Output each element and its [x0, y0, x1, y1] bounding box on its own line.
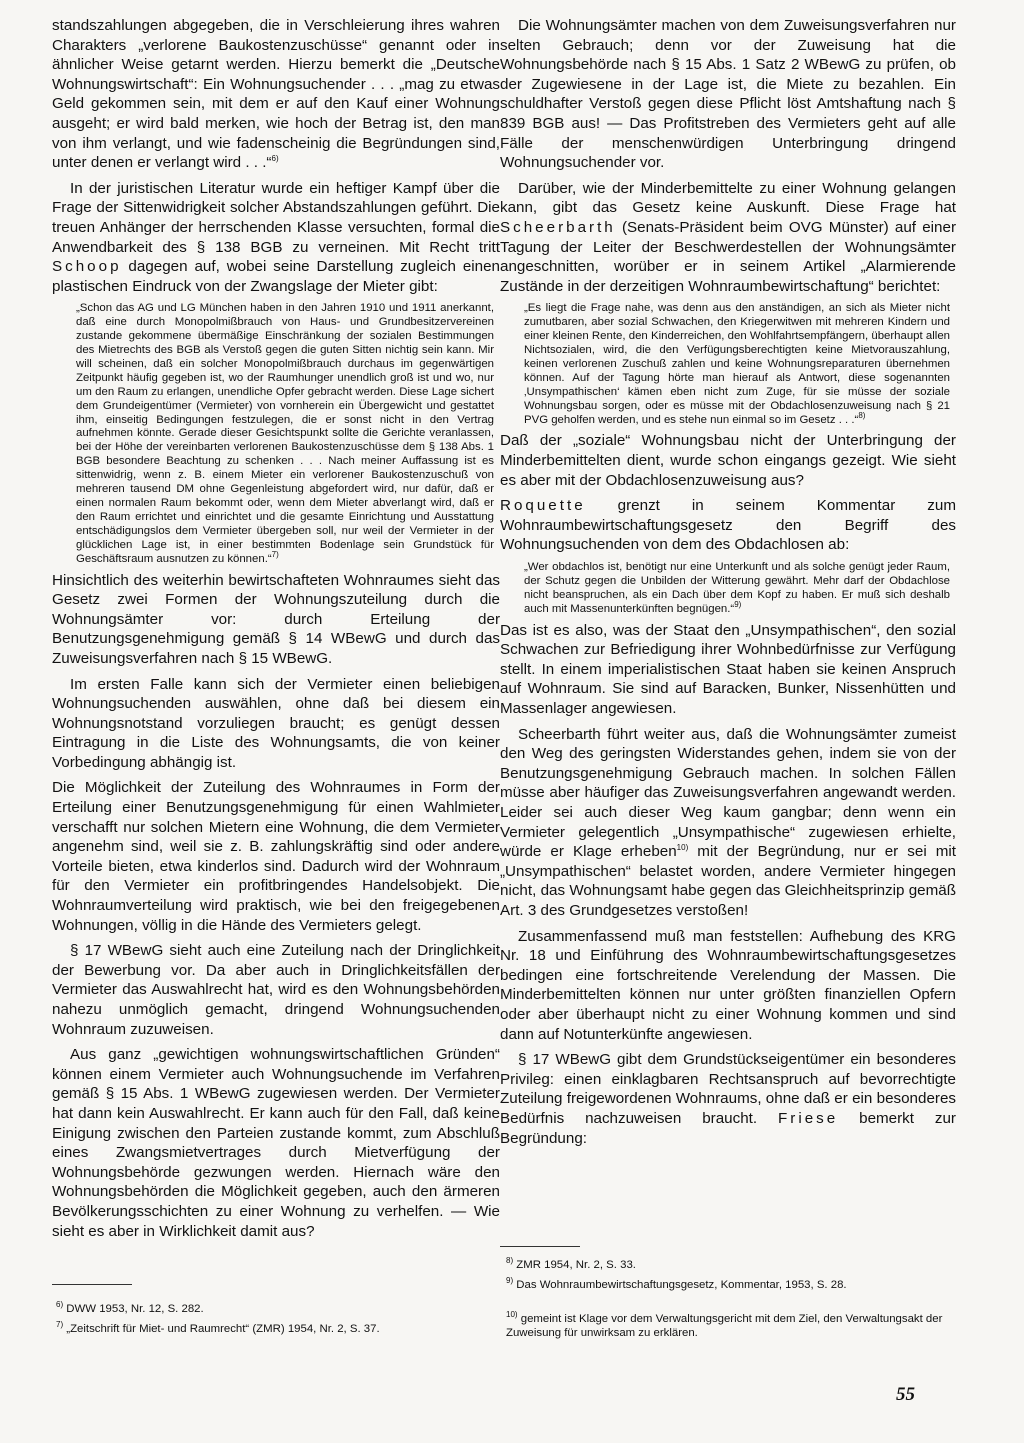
footnote: $^{10)}$ gemeint ist Klage vor dem Verwaltungsgericht mit dem Ziel, den Verwaltungsakt der Zuweisung für unwirksam zu erklären.	[506, 1310, 943, 1339]
footnote-ref: 6)	[271, 154, 279, 164]
paragraph: § 17 WBewG sieht auch eine Zuteilung nach der Dringlichkeit der Bewerbung vor. Da aber auch in Dringlichkeitsfällen der Vermieter das Auswahlrecht hat, wird es den Wohnungsbehörden nahezu unmöglich gemacht, dringend Wohnungsuchenden Wohnraum zuzuweisen.	[52, 942, 500, 1038]
paragraph: Daß der „soziale“ Wohnungsbau nicht der Unterbringung der Minderbemittelten dient, wurde schon eingangs gezeigt. Wie sieht es aber mit der Obdachlosenzuweisung aus?	[500, 432, 956, 489]
footnote-ref: 9)	[734, 599, 742, 609]
paragraph: Die Möglichkeit der Zuteilung des Wohnraumes in Form der Erteilung einer Benutzungsgenehmigung für einen Wahlmieter verschafft nur solchen Mietern eine Wohnung, die dem Vermieter angenehm sind, weil sie z. B. zahlungskräftig sind oder andere Vorteile bieten, etwa kinderlos sind. Dadurch wird der Wohnraum für den Vermieter ein profitbringendes Handelsobjekt. Die Wohnraumverteilung wird praktisch, wie bei den freigegebenen Wohnungen, völlig in die Hände des Vermieters gelegt.	[52, 779, 500, 934]
footnote-ref: 10)	[676, 843, 689, 853]
paragraph: standszahlungen abgegeben, die in Verschleierung ihres wahren Charakters „verlorene Baukostenzuschüsse“ genannt oder in ähnlicher Weise getarnt werden. Hierzu bemerkt die „Deutsche Wohnungswirtschaft“: Ein Wohnungsuchender . . . „mag zu etwas Geld gekommen sein, mit dem er auf den Kauf einer Wohnung ausgeht; er wird bald merken, wie hoch der Betrag ist, den man von ihm verlangt, und wie fadenscheinig die Begründungen sind, unter denen er verlangt wird . . .“$^{6)}$	[52, 17, 500, 172]
author-name: Scheerbarth	[500, 218, 616, 236]
paragraph: Die Wohnungsämter machen von dem Zuweisungsverfahren nur selten Gebrauch; denn vor der Zuweisung hat die Wohnungsbehörde nach § 15 Abs. 1 Satz 2 WBewG zu prüfen, ob der Zugewiesene in der Lage ist, die Miete zu bezahlen. Ein schuldhafter Verstoß gegen diese Pflicht löst Amtshaftung nach § 839 BGB aus! — Das Profitstreben des Vermieters geht auf alle Fälle der menschenwürdigen Unterbringung dringend Wohnungsuchender vor.	[500, 17, 956, 172]
paragraph: Scheerbarth führt weiter aus, daß die Wohnungsämter zumeist den Weg des geringsten Widerstandes gehen, indem sie von der Benutzungsgenehmigung Gebrauch machen. In solchen Fällen müsse aber häufiger das Zuweisungsverfahren angewandt werden. Leider sei auch dieser Weg kaum gangbar; denn wenn ein Vermieter gelegentlich „Unsympathische“ zugewiesen erhielte, würde er Klage erheben$^{10)}$ mit der Begründung, nur er sei mit „Unsympathischen“ belastet worden, andere Vermieter hingegen nicht, das Wohnungsamt habe gegen das Gleichheitsprinzip gemäß Art. 3 des Grundgesetzes verstoßen!	[500, 725, 957, 919]
author-name: Roquette	[500, 497, 586, 515]
paragraph: Zusammenfassend muß man feststellen: Aufhebung des KRG Nr. 18 und Einführung des Wohnraumbewirtschaftungsgesetzes bedingen eine fortschreitende Verelendung der Massen. Die Minderbemittelten können nur unter größten finanziellen Opfern oder aber überhaupt nicht zu einer Wohnung kommen und sind dann auf Notunterkünfte angewiesen.	[500, 927, 956, 1043]
paragraph: Aus ganz „gewichtigen wohnungswirtschaftlichen Gründen“ können einem Vermieter auch Wohnungsuchende im Verfahren gemäß § 15 Abs. 1 WBewG zugewiesen werden. Der Vermieter hat dann kein Auswahlrecht. Er kann auch für den Fall, daß keine Einigung zwischen den Parteien zustande kommt, zum Abschluß eines Zwangsmietvertrages durch Mietverfügung der Wohnungsbehörde gezwungen werden. Hiernach wäre den Wohnungsbehörden die Möglichkeit gegeben, auch den ärmeren Bevölkerungsschichten zu einer Wohnung zu verhelfen. — Wie sieht es aber in Wirklichkeit damit aus?	[52, 1046, 500, 1240]
paragraph: In der juristischen Literatur wurde ein heftiger Kampf über die Frage der Sittenwidrigkeit solcher Abstandszahlungen geführt. Die treuen Anhänger der herrschenden Klasse versuchten, formal die Anwendbarkeit des § 138 BGB zu verneinen. Mit Recht tritt Schoop dagegen auf, wobei seine Darstellung zugleich einen plastischen Eindruck von der Zwangslage der Mieter gibt:	[52, 179, 500, 295]
paragraph: Im ersten Falle kann sich der Vermieter einen beliebigen Wohnungsuchenden auswählen, ohne daß bei diesem ein Wohnungsnotstand vorzuliegen braucht; es genügt dessen Eintragung in die Liste des Wohnungsamts, die von keiner Vorbedingung abhängig ist.	[52, 675, 500, 771]
block-quote: „Es liegt die Frage nahe, was denn aus den anständigen, an sich als Mieter nicht zumutbaren, aber sozial Schwachen, den Kriegerwitwen mit mehreren Kindern und einer kleinen Rente, den Kinderreichen, den Wohlfahrtsempfängern, überhaupt allen Nichtsozialen, wird, die den Verfügungsberechtigten keine Mietvorauszahlung, keinen verlorenen Zuschuß zahlen und keine Wohnungsreparaturen übernehmen können. Auf der Tagung hörte man hierauf als Antwort, diese sogenannten ‚Unsympathischen‘ kämen eben nicht zum Zuge, für sie müsse der soziale Wohnungsbau sorgen, oder es müsse mit der Obdachlosenzuweisung nach § 21 PVG geholfen werden, und es stehe nun einmal so im Gesetz . . .“$^{8)}$	[524, 302, 950, 426]
block-quote: „Schon das AG und LG München haben in den Jahren 1910 und 1911 anerkannt, daß eine durch Monopolmißbrauch von Haus- und Grundbesitzervereinen zustande gekommene übermäßige Einschränkung der sozialen Bestimmungen des Mietrechts des BGB als Verstoß gegen die guten Sitten nichtig sein kann. Mir will scheinen, daß ein solcher Monopolmißbrauch durchaus im gegenwärtigen Zeitpunkt häufig gegeben ist, wo der Raumhunger unendlich groß ist und wo, nur um den Raum zu erlangen, unendliche Opfer gebracht werden. Diese Lage sichert dem Grundeigentümer (Vermieter) von vornherein ein Übergewicht und gestattet ihm, einseitig Bedingungen festzulegen, die er sonst nicht in den Vertrag aufnehmen könnte. Gerade dieser Gesichtspunkt sollte die Gerichte veranlassen, bei der Höhe der vereinbarten verlorenen Baukostenzuschüsse dem § 138 Abs. 1 BGB besondere Beachtung zu schenken . . . Nach meiner Auffassung ist es sittenwidrig, wenn z. B. einem Mieter ein verlorener Baukostenzuschuß von mehreren tausend DM ohne Gegenleistung abgefordert wird, nur dafür, daß er einen normalen Raum bekommt oder, wenn dem Mieter abverlangt wird, daß er den Raum errichtet und einrichtet und die gesamte Einrichtung und Ausstattung entschädigungslos dem Vermieter übergeben soll, nur weil der Vermieter in der glücklichen Lage ist, in einer bestimmten Bodenlage sein Grundstück für Geschäftsraum ausnutzen zu können.“$^{7)}$	[76, 302, 494, 565]
paragraph: Das ist es also, was der Staat den „Unsympathischen“, den sozial Schwachen zur Befriedigung ihrer Wohnbedürfnisse zur Verfügung stellt. In einem imperialistischen Staat haben sie keinen Anspruch auf Wohnraum. Sie sind auf Baracken, Bunker, Nissenhütten und Massenlager angewiesen.	[500, 621, 956, 718]
footnote-ref: 8)	[858, 410, 866, 420]
right-column	[500, 16, 956, 1148]
footnote: $^{9)}$ Das Wohnraumbewirtschaftungsgesetz, Kommentar, 1953, S. 28.	[506, 1276, 847, 1291]
block-quote: „Wer obdachlos ist, benötigt nur eine Unterkunft und als solche genügt jeder Raum, der Schutz gegen die Unbilden der Witterung gewährt. Mehr darf der Obdachlose nicht beanspruchen, als ein Dach über dem Kopf zu haben. Er muß sich deshalb auch mit Massenunterkünften begnügen.“$^{9)}$	[524, 561, 950, 615]
paragraph: Hinsichtlich des weiterhin bewirtschafteten Wohnraumes sieht das Gesetz zwei Formen der Wohnungszuteilung durch die Wohnungsämter vor: durch Erteilung der Benutzungsgenehmigung gemäß § 14 WBewG und durch das Zuweisungsverfahren nach § 15 WBewG.	[52, 571, 500, 667]
footnote: $^{6)}$ DWW 1953, Nr. 12, S. 282.	[56, 1300, 204, 1315]
paragraph: Darüber, wie der Minderbemittelte zu einer Wohnung gelangen kann, gibt das Gesetz keine Auskunft. Diese Frage hat Scheerbarth (Senats-Präsident beim OVG Münster) auf einer Tagung der Leiter der Beschwerdestellen der Wohnungsämter angeschnitten, worüber er in seinem Artikel „Alarmierende Zustände in der derzeitigen Wohnraumbewirtschaftung“ berichtet:	[500, 179, 956, 295]
author-name: Schoop	[52, 258, 122, 276]
paragraph: § 17 WBewG gibt dem Grundstückseigentümer ein besonderes Privileg: einen einklagbaren Rechtsanspruch auf bevorrechtigte Zuteilung freigewordenen Wohnraums, ohne daß er ein besonderes Bedürfnis nachzuweisen braucht. Friese bemerkt zur Begründung:	[500, 1051, 956, 1147]
footnote: $^{8)}$ ZMR 1954, Nr. 2, S. 33.	[506, 1256, 636, 1271]
paragraph: Roquette grenzt in seinem Kommentar zum Wohnraumbewirtschaftungsgesetz den Begriff des Wohnungsuchenden von dem des Obdachlosen ab:	[500, 497, 956, 554]
footnote: $^{7)}$ „Zeitschrift für Miet- und Raumrecht“ (ZMR) 1954, Nr. 2, S. 37.	[56, 1320, 380, 1335]
footnote-rule	[500, 1246, 580, 1247]
author-name: Friese	[778, 1109, 839, 1127]
footnote-ref: 7)	[271, 549, 279, 559]
footnote-rule	[52, 1284, 132, 1285]
page-number: 55	[896, 1384, 915, 1405]
left-column	[52, 16, 500, 1241]
